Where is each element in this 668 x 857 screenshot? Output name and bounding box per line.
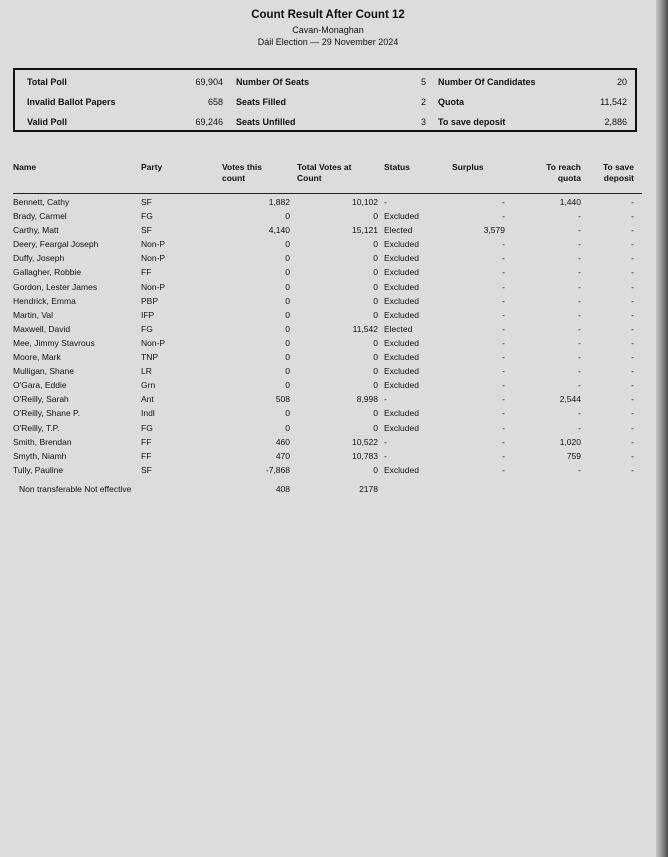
candidate-status: Excluded — [384, 295, 419, 306]
seats-unfilled-label: Seats Unfilled — [236, 117, 296, 127]
candidate-to-save-deposit: - — [631, 323, 634, 334]
candidate-to-reach-quota: - — [578, 239, 581, 250]
table-row — [0, 309, 656, 323]
table-row — [0, 196, 656, 210]
candidate-party: Non-P — [141, 239, 166, 250]
table-row — [0, 407, 656, 421]
candidate-status: Excluded — [384, 337, 419, 348]
candidate-status: Excluded — [384, 239, 419, 250]
candidate-to-save-deposit: - — [631, 464, 634, 475]
candidate-surplus: - — [502, 422, 505, 433]
candidate-surplus: - — [502, 337, 505, 348]
candidate-name: O'Gara, Eddie — [13, 380, 67, 391]
candidate-party: FF — [141, 436, 152, 447]
candidate-status: Excluded — [384, 366, 419, 377]
seats-unfilled-value: 3 — [420, 117, 426, 127]
candidate-total-votes: 10,102 — [352, 197, 378, 207]
candidate-total-votes: 0 — [373, 211, 378, 222]
candidate-name: Smith, Brendan — [13, 436, 72, 447]
candidate-name: Deery, Feargal Joseph — [13, 239, 99, 250]
column-to-save-deposit — [596, 162, 634, 184]
column-party: Party — [141, 162, 163, 172]
candidate-party: FF — [141, 267, 152, 278]
valid-poll-value: 69,246 — [195, 117, 223, 127]
candidate-to-save-deposit: - — [631, 239, 634, 250]
candidate-name: Tully, Pauline — [13, 464, 64, 475]
candidate-to-save-deposit: - — [631, 337, 634, 348]
candidate-to-save-deposit: - — [631, 450, 634, 461]
table-row — [0, 323, 656, 337]
column-total-line1: Total Votes at — [297, 162, 352, 172]
candidate-name: Brady, Carmel — [13, 211, 67, 222]
candidate-to-save-deposit: - — [631, 422, 634, 433]
candidate-total-votes: 8,998 — [356, 394, 378, 405]
candidate-party: Grn — [141, 380, 156, 391]
candidate-votes-this-count: 0 — [285, 408, 290, 419]
number-of-candidates-value: 20 — [616, 77, 627, 87]
candidate-table — [0, 196, 656, 478]
column-total-line2: Count — [297, 173, 322, 183]
candidate-status: Elected — [384, 323, 413, 334]
candidate-votes-this-count: 0 — [285, 309, 290, 320]
report-header — [0, 9, 656, 47]
candidate-to-reach-quota: 1,020 — [559, 436, 581, 447]
candidate-name: Gordon, Lester James — [13, 281, 98, 292]
candidate-to-reach-quota: - — [578, 422, 581, 433]
valid-poll-label: Valid Poll — [27, 117, 68, 127]
table-row — [0, 224, 656, 238]
candidate-to-reach-quota: - — [578, 225, 581, 236]
candidate-name: Gallagher, Robbie — [13, 267, 82, 278]
candidate-party: Non-P — [141, 337, 166, 348]
candidate-surplus: - — [502, 464, 505, 475]
candidate-to-save-deposit: - — [631, 267, 634, 278]
candidate-status: Excluded — [384, 464, 419, 475]
candidate-votes-this-count: 508 — [275, 394, 290, 405]
candidate-to-reach-quota: 759 — [566, 450, 581, 461]
table-row — [0, 365, 656, 379]
candidate-total-votes: 15,121 — [352, 225, 378, 236]
table-row — [0, 393, 656, 407]
candidate-votes-this-count: 0 — [285, 352, 290, 363]
candidate-status: Excluded — [384, 352, 419, 363]
candidate-name: Martin, Val — [13, 309, 53, 320]
candidate-total-votes: 11,542 — [352, 323, 378, 334]
candidate-name: Hendrick, Emma — [13, 295, 76, 306]
candidate-to-save-deposit: - — [631, 211, 634, 222]
candidate-surplus: - — [502, 450, 505, 461]
column-reach-line1: To reach — [546, 162, 581, 172]
non-transferable-votes: 408 — [275, 484, 290, 494]
candidate-party: IFP — [141, 309, 155, 320]
candidate-party: FG — [141, 323, 153, 334]
total-poll-label: Total Poll — [27, 77, 67, 87]
candidate-to-reach-quota: - — [578, 408, 581, 419]
candidate-total-votes: 0 — [373, 408, 378, 419]
table-row — [0, 351, 656, 365]
candidate-total-votes: 10,783 — [352, 450, 378, 461]
candidate-votes-this-count: 0 — [285, 323, 290, 334]
summary-row-3 — [15, 117, 635, 131]
candidate-total-votes: 0 — [373, 309, 378, 320]
candidate-to-reach-quota: - — [578, 295, 581, 306]
summary-row-2 — [15, 97, 635, 111]
candidate-status: - — [384, 436, 387, 447]
candidate-votes-this-count: -7,868 — [265, 464, 290, 475]
candidate-party: FG — [141, 422, 153, 433]
candidate-votes-this-count: 0 — [285, 239, 290, 250]
total-poll-value: 69,904 — [195, 77, 223, 87]
candidate-party: SF — [141, 225, 152, 236]
candidate-name: Smyth, Niamh — [13, 450, 67, 461]
save-deposit-label: To save deposit — [438, 117, 506, 127]
candidate-total-votes: 0 — [373, 239, 378, 250]
candidate-to-reach-quota: 1,440 — [559, 197, 581, 207]
candidate-party: TNP — [141, 352, 158, 363]
candidate-to-reach-quota: - — [578, 309, 581, 320]
column-save-line1: To save — [602, 162, 634, 172]
candidate-total-votes: 0 — [373, 366, 378, 377]
candidate-votes-this-count: 0 — [285, 211, 290, 222]
candidate-surplus: - — [502, 380, 505, 391]
candidate-votes-this-count: 0 — [285, 267, 290, 278]
number-of-candidates-label: Number Of Candidates — [438, 77, 536, 87]
seats-filled-label: Seats Filled — [236, 97, 287, 107]
candidate-surplus: - — [502, 281, 505, 292]
candidate-status: Excluded — [384, 408, 419, 419]
candidate-to-save-deposit: - — [631, 408, 634, 419]
candidate-name: Mulligan, Shane — [13, 366, 74, 377]
candidate-to-save-deposit: - — [631, 436, 634, 447]
column-reach-line2: quota — [557, 173, 581, 183]
candidate-status: Excluded — [384, 281, 419, 292]
candidate-name: Mee, Jimmy Stavrous — [13, 337, 95, 348]
table-row — [0, 252, 656, 266]
candidate-status: - — [384, 450, 387, 461]
candidate-to-reach-quota: - — [578, 337, 581, 348]
candidate-votes-this-count: 0 — [285, 281, 290, 292]
candidate-status: Excluded — [384, 253, 419, 264]
save-deposit-value: 2,886 — [604, 117, 627, 127]
candidate-votes-this-count: 470 — [275, 450, 290, 461]
candidate-surplus: - — [502, 239, 505, 250]
report-title: Count Result After Count 12 — [251, 9, 405, 21]
candidate-party: FF — [141, 450, 152, 461]
candidate-votes-this-count: 0 — [285, 366, 290, 377]
candidate-to-save-deposit: - — [631, 352, 634, 363]
candidate-name: Moore, Mark — [13, 352, 61, 363]
candidate-to-save-deposit: - — [631, 253, 634, 264]
table-row — [0, 436, 656, 450]
column-surplus: Surplus — [452, 162, 484, 172]
column-name: Name — [13, 162, 37, 172]
candidate-name: Bennett, Cathy — [13, 197, 70, 207]
column-status: Status — [384, 162, 410, 172]
candidate-party: Non-P — [141, 253, 166, 264]
candidate-surplus: - — [502, 408, 505, 419]
table-row — [0, 450, 656, 464]
header-divider — [13, 193, 642, 194]
candidate-to-reach-quota: 2,544 — [559, 394, 581, 405]
candidate-surplus: - — [502, 309, 505, 320]
summary-row-1 — [15, 77, 635, 91]
candidate-to-reach-quota: - — [578, 323, 581, 334]
invalid-ballot-value: 658 — [207, 97, 223, 107]
candidate-party: Indl — [141, 408, 155, 419]
candidate-votes-this-count: 1,882 — [268, 197, 290, 207]
column-to-reach-quota — [535, 162, 581, 184]
quota-label: Quota — [438, 97, 464, 107]
candidate-total-votes: 0 — [373, 295, 378, 306]
candidate-votes-this-count: 0 — [285, 337, 290, 348]
candidate-party: FG — [141, 211, 153, 222]
table-row — [0, 281, 656, 295]
candidate-total-votes: 10,522 — [352, 436, 378, 447]
candidate-party: PBP — [141, 295, 159, 306]
candidate-party: Non-P — [141, 281, 166, 292]
column-votes-this-count — [222, 162, 262, 184]
candidate-votes-this-count: 4,140 — [268, 225, 290, 236]
candidate-to-save-deposit: - — [631, 380, 634, 391]
table-row — [0, 379, 656, 393]
candidate-votes-this-count: 460 — [275, 436, 290, 447]
candidate-to-save-deposit: - — [631, 394, 634, 405]
candidate-to-reach-quota: - — [578, 366, 581, 377]
candidate-to-reach-quota: - — [578, 352, 581, 363]
table-row — [0, 238, 656, 252]
table-row — [0, 422, 656, 436]
candidate-surplus: - — [502, 211, 505, 222]
candidate-total-votes: 0 — [373, 281, 378, 292]
non-transferable-total: 2178 — [359, 484, 378, 494]
candidate-to-reach-quota: - — [578, 464, 581, 475]
election-date: Dáil Election — 29 November 2024 — [257, 37, 399, 47]
candidate-to-save-deposit: - — [631, 309, 634, 320]
candidate-name: Carthy, Matt — [13, 225, 59, 236]
candidate-status: Excluded — [384, 267, 419, 278]
quota-value: 11,542 — [600, 97, 627, 107]
candidate-surplus: - — [502, 352, 505, 363]
constituency-name: Cavan-Monaghan — [292, 25, 364, 35]
column-save-line2: deposit — [603, 173, 634, 183]
number-of-seats-value: 5 — [420, 77, 426, 87]
candidate-name: Duffy, Joseph — [13, 253, 65, 264]
candidate-surplus: - — [502, 323, 505, 334]
candidate-surplus: - — [502, 253, 505, 264]
candidate-name: O'Reilly, T.P. — [13, 422, 60, 433]
candidate-to-save-deposit: - — [631, 366, 634, 377]
candidate-surplus: - — [502, 197, 505, 207]
invalid-ballot-label: Invalid Ballot Papers — [27, 97, 116, 107]
candidate-party: SF — [141, 197, 152, 207]
table-row — [0, 295, 656, 309]
table-row — [0, 266, 656, 280]
candidate-surplus: - — [502, 436, 505, 447]
candidate-votes-this-count: 0 — [285, 380, 290, 391]
candidate-status: Elected — [384, 225, 413, 236]
page-edge-shadow — [656, 0, 668, 857]
candidate-status: - — [384, 197, 387, 207]
table-row — [0, 337, 656, 351]
column-votes-line1: Votes this — [222, 162, 262, 172]
candidate-votes-this-count: 0 — [285, 422, 290, 433]
column-total-votes — [297, 162, 351, 184]
table-row — [0, 210, 656, 224]
candidate-status: Excluded — [384, 211, 419, 222]
candidate-votes-this-count: 0 — [285, 295, 290, 306]
non-transferable-label: Non transferable Not effective — [19, 484, 132, 494]
candidate-to-save-deposit: - — [631, 281, 634, 292]
candidate-party: Ant — [141, 394, 154, 405]
candidate-total-votes: 0 — [373, 464, 378, 475]
candidate-total-votes: 0 — [373, 267, 378, 278]
seats-filled-value: 2 — [420, 97, 426, 107]
candidate-to-reach-quota: - — [578, 253, 581, 264]
candidate-name: O'Reilly, Shane P. — [13, 408, 80, 419]
candidate-status: Excluded — [384, 422, 419, 433]
candidate-total-votes: 0 — [373, 422, 378, 433]
candidate-surplus: 3,579 — [483, 225, 505, 236]
candidate-total-votes: 0 — [373, 352, 378, 363]
candidate-surplus: - — [502, 366, 505, 377]
table-header — [0, 162, 656, 192]
candidate-total-votes: 0 — [373, 380, 378, 391]
candidate-total-votes: 0 — [373, 337, 378, 348]
non-transferable-row — [0, 484, 656, 498]
summary-box — [13, 68, 637, 132]
candidate-status: Excluded — [384, 309, 419, 320]
candidate-to-save-deposit: - — [631, 225, 634, 236]
candidate-to-reach-quota: - — [578, 211, 581, 222]
candidate-to-reach-quota: - — [578, 380, 581, 391]
candidate-party: LR — [141, 366, 152, 377]
candidate-surplus: - — [502, 394, 505, 405]
candidate-surplus: - — [502, 267, 505, 278]
column-votes-line2: count — [222, 173, 246, 183]
candidate-status: - — [384, 394, 387, 405]
table-row — [0, 464, 656, 478]
candidate-name: O'Reilly, Sarah — [13, 394, 69, 405]
candidate-votes-this-count: 0 — [285, 253, 290, 264]
candidate-to-save-deposit: - — [631, 295, 634, 306]
number-of-seats-label: Number Of Seats — [236, 77, 310, 87]
candidate-party: SF — [141, 464, 152, 475]
candidate-status: Excluded — [384, 380, 419, 391]
candidate-total-votes: 0 — [373, 253, 378, 264]
candidate-to-reach-quota: - — [578, 267, 581, 278]
candidate-surplus: - — [502, 295, 505, 306]
candidate-name: Maxwell, David — [13, 323, 71, 334]
candidate-to-reach-quota: - — [578, 281, 581, 292]
candidate-to-save-deposit: - — [631, 197, 634, 207]
